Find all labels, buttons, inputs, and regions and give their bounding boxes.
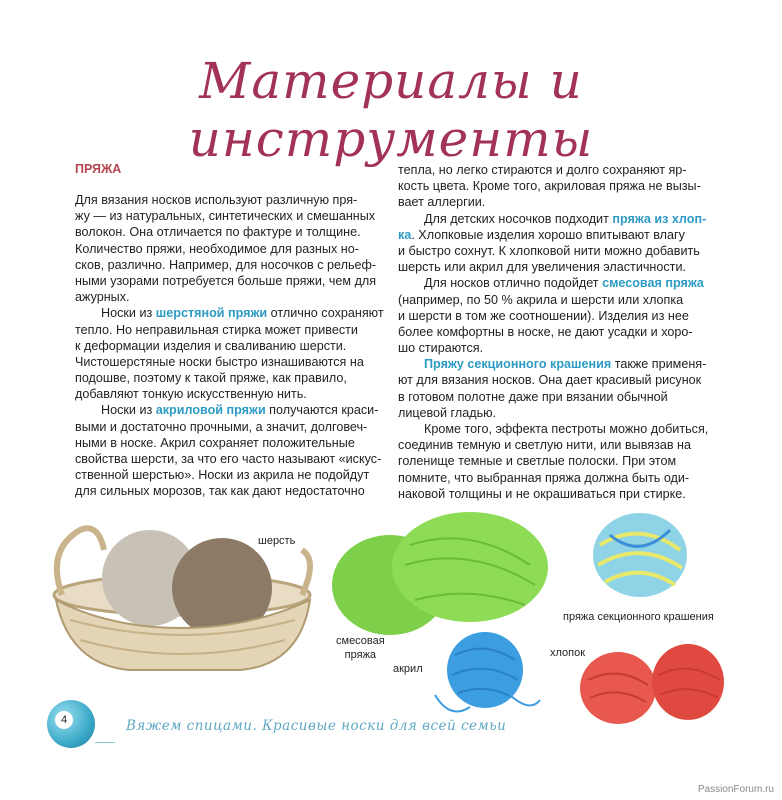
text-run: Чистошерстяные носки быстро изнашиваются на <box>75 354 364 369</box>
text-line <box>75 192 384 208</box>
sectional-yarn-illustration <box>590 510 690 600</box>
text-line <box>75 322 384 338</box>
text-run: шо стираются. <box>398 341 484 356</box>
paragraph <box>398 211 708 276</box>
highlighted-term: ка <box>398 227 412 242</box>
text-line <box>398 243 708 259</box>
wool-label: шерсть <box>258 535 296 547</box>
text-line <box>398 453 708 469</box>
text-run: жу — из натуральных, синтетических и смешанных <box>75 209 376 224</box>
text-line <box>75 467 384 483</box>
highlighted-term: акриловой пряжи <box>155 403 266 418</box>
text-run: Количество пряжи, необходимое для разных но- <box>75 241 359 256</box>
cotton-yarn-illustration <box>578 640 728 725</box>
paragraph <box>75 192 384 305</box>
basket-handle-right <box>302 550 310 595</box>
text-run: вает аллергии. <box>398 195 486 210</box>
text-run: Для носков отлично подойдет <box>424 276 603 291</box>
text-line <box>75 208 384 224</box>
text-line <box>75 370 384 386</box>
sectional-label: пряжа секционного крашения <box>563 611 714 623</box>
text-line <box>398 486 708 502</box>
text-line <box>398 340 708 356</box>
text-line <box>75 224 384 240</box>
text-line <box>398 259 708 275</box>
text-run: ажурных. <box>75 290 130 305</box>
text-line <box>75 435 384 451</box>
text-line <box>75 257 384 273</box>
text-line <box>75 451 384 467</box>
text-run: соединив темную и светлую нити, или вывязав на <box>398 438 692 453</box>
text-line <box>75 354 384 370</box>
text-line <box>75 289 384 305</box>
text-run: Носки из <box>101 403 156 418</box>
section-heading: ПРЯЖА <box>75 162 122 176</box>
text-run: ственной шерстью». Носки из акрила не подойдут <box>75 468 370 483</box>
text-line <box>398 292 708 308</box>
text-line <box>398 194 708 210</box>
text-line <box>398 178 708 194</box>
text-line <box>398 227 708 243</box>
acrylic-yarn-illustration <box>430 625 545 720</box>
text-line <box>75 241 384 257</box>
text-line <box>398 437 708 453</box>
highlighted-term: шерстяной пряжи <box>155 306 268 321</box>
text-line <box>398 389 708 405</box>
text-run: добавляют тонкую искусственную нить. <box>75 387 307 402</box>
cotton-label: хлопок <box>550 647 586 659</box>
text-line <box>398 470 708 486</box>
text-line <box>398 405 708 421</box>
text-run: выми и достаточно прочными, а значит, долговеч- <box>75 419 368 434</box>
blend-yarn-illustration <box>330 505 550 640</box>
highlighted-term: пряжа из хлоп- <box>612 211 707 226</box>
text-run: к деформации изделия и сваливанию шерсти. <box>75 338 347 353</box>
text-run: свойства шерсти, за что его часто называют «искус- <box>75 452 382 466</box>
text-line <box>75 273 384 289</box>
text-line <box>398 211 708 227</box>
text-run: для сильных морозов, так как дают недостаточно <box>75 484 365 499</box>
footer-divider <box>95 742 115 743</box>
text-line <box>75 402 384 418</box>
text-line <box>75 338 384 354</box>
text-run: шерсть или акрил для увеличения эластичности. <box>398 260 686 275</box>
text-run: подошве, поэтому к такой пряже, как правило, <box>75 371 347 386</box>
text-run: отлично сохраняют <box>267 306 384 321</box>
text-run: Носки из <box>101 306 156 321</box>
text-line <box>398 421 708 437</box>
page-title: Материалы и инструменты <box>188 52 594 168</box>
text-run: более комфортны в носке, не дают усадки и хоро- <box>398 324 693 339</box>
text-run: и шерсти в том же соотношении). Изделия из нее <box>398 308 689 323</box>
text-run: получаются краси- <box>265 403 379 418</box>
text-line <box>398 324 708 340</box>
text-run: в готовом полотне даже при вязании обычной <box>398 389 668 404</box>
highlighted-term: смесовая пряжа <box>602 276 704 291</box>
watermark: PassionForum.ru <box>697 784 774 795</box>
text-run: Кроме того, эффекта пестроты можно добиться, <box>424 422 709 436</box>
text-run: лицевой гладью. <box>398 405 497 420</box>
paragraph <box>398 421 708 502</box>
text-run: голенище темные и светлые полоски. При этом <box>398 454 677 469</box>
text-run: волокон. Она отличается по фактуре и толщине. <box>75 225 361 240</box>
text-line <box>398 162 708 178</box>
text-line <box>398 308 708 324</box>
text-run: также применя- <box>611 357 707 372</box>
text-line <box>75 305 384 321</box>
text-run: Для вязания носков используют различную пря- <box>75 193 358 207</box>
text-run: и быстро сохнут. К хлопковой нити можно добавить <box>398 243 700 258</box>
text-run: ными узорами потребуется больше пряжи, чем для <box>75 273 377 288</box>
paragraph <box>398 356 708 421</box>
text-run: . Хлопковые изделия хорошо впитывают влагу <box>411 227 685 242</box>
text-line <box>398 372 708 388</box>
text-run: (например, по 50 % акрила и шерсти или хлопка <box>398 292 684 307</box>
text-line <box>75 483 384 499</box>
highlighted-term: Пряжу секционного крашения <box>424 357 612 372</box>
text-run: тепла, но легко стираются и долго сохраняют яр- <box>398 163 687 177</box>
text-line <box>398 275 708 291</box>
paragraph <box>398 275 708 356</box>
text-run: ными в носке. Акрил сохраняет положительные <box>75 435 355 450</box>
page-number: 4 <box>55 711 73 729</box>
paragraph <box>75 305 384 402</box>
text-run: ют для вязания носков. Она дает красивый рисунок <box>398 373 702 388</box>
left-text-column <box>75 192 384 500</box>
text-run: тепло. Но неправильная стирка может привести <box>75 322 358 337</box>
acrylic-label: акрил <box>393 663 423 675</box>
text-line <box>398 356 708 372</box>
text-run: Для детских носочков подходит <box>424 211 613 226</box>
text-run: наковой толщины и не окрашиваться при стирке. <box>398 486 686 501</box>
right-text-column <box>398 162 708 502</box>
running-title: Вяжем спицами. Красивые носки для всей семьи <box>126 718 507 734</box>
paragraph <box>398 162 708 211</box>
text-run: кость цвета. Кроме того, акриловая пряжа не вызы- <box>398 179 701 194</box>
blend-label: смесовая пряжа <box>336 635 385 661</box>
text-run: сков, различно. Например, для носочков с рельеф- <box>75 257 377 272</box>
text-line <box>75 419 384 435</box>
text-run: помните, что выбранная пряжа должна быть оди- <box>398 470 690 485</box>
text-line <box>75 386 384 402</box>
paragraph <box>75 402 384 499</box>
